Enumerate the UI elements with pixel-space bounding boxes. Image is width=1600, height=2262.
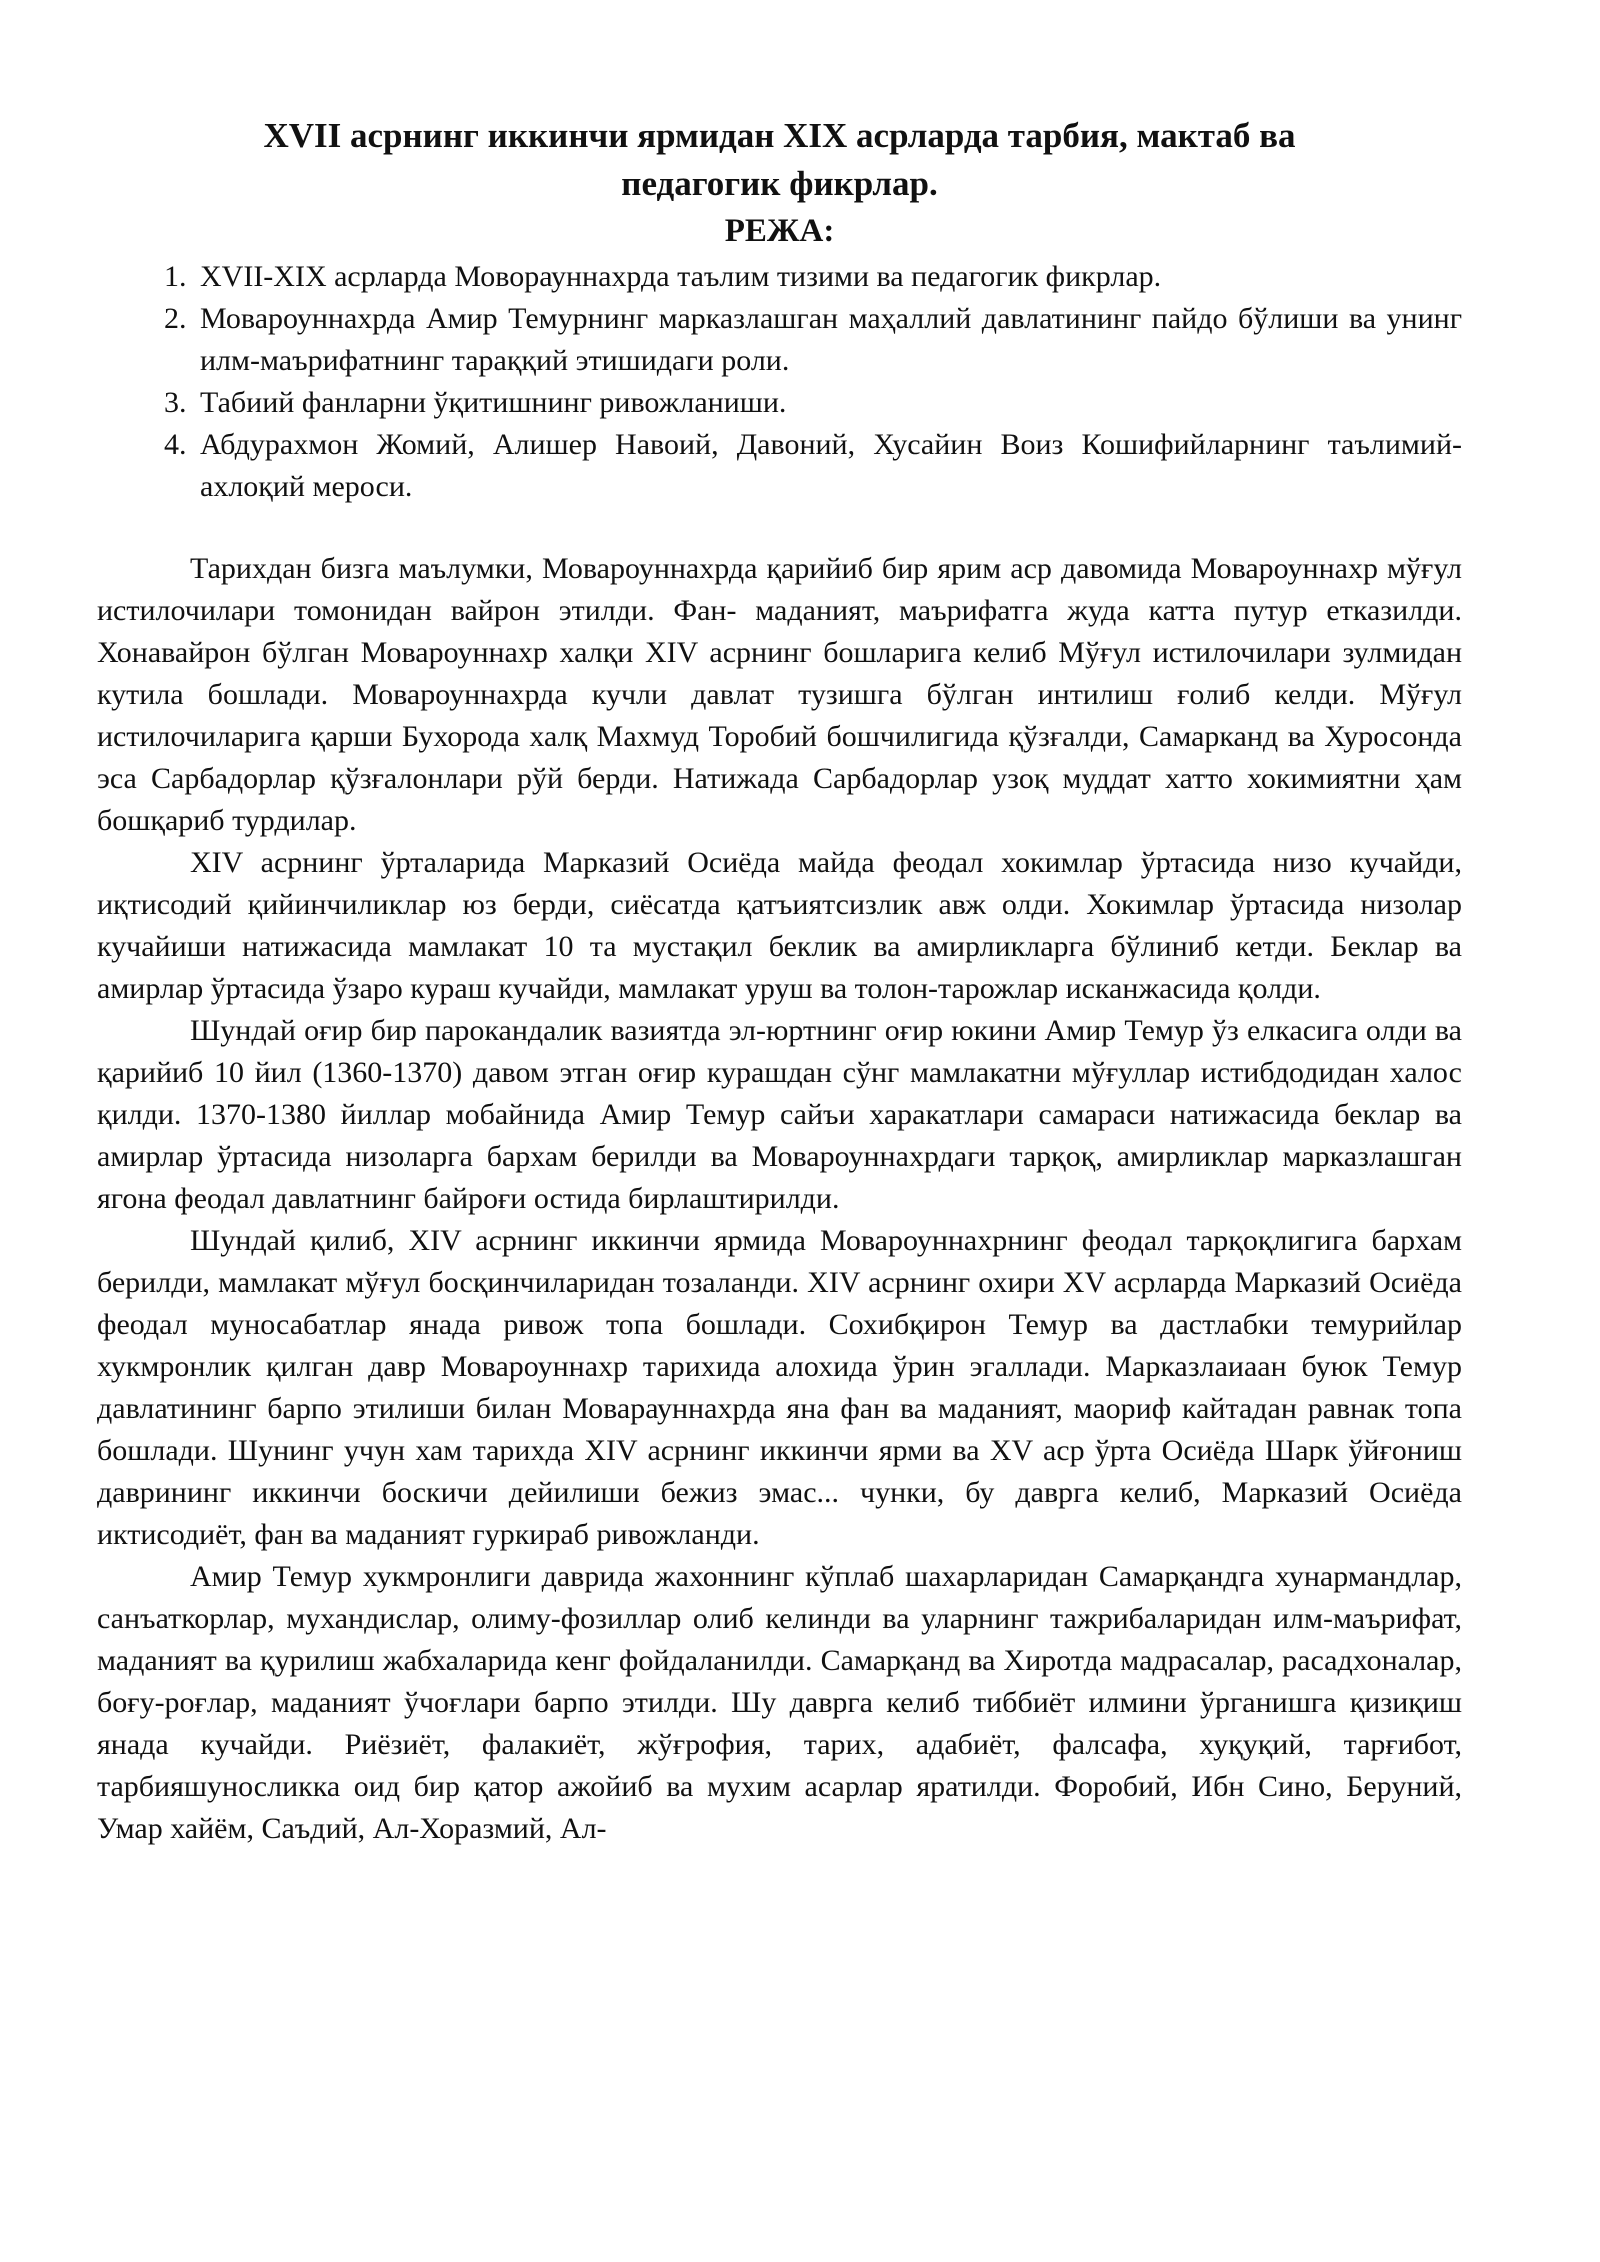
paragraph: Тарихдан бизга маълумки, Мовароуннахрда қарийиб бир ярим аср давомида Мовароуннахр мўғул истилочилари томонидан вайрон этилди. Фан- маданият, маърифатга жуда катта путур етказилди. Хонавайрон бўлган Мовароуннахр халқи XIV асрнинг бошларига келиб Мўғул истилочилари зулмидан кутила бошлади. Мовароуннахрда кучли давлат тузишга бўлган интилиш ғолиб келди. Мўғул истилочиларига қарши Бухорода халқ Махмуд Торобий бошчилигида қўзғалди, Самарканд ва Хуросонда эса Сарбадорлар қўзғалонлари рўй берди. Натижада Сарбадорлар узоқ муддат хатто хокимиятни ҳам бошқариб турдилар.	[97, 552, 1462, 837]
paragraph: Амир Темур хукмронлиги даврида жахоннинг кўплаб шахарларидан Самарқандга хунармандлар, санъаткорлар, мухандислар, олиму-фозиллар олиб келинди ва уларнинг тажрибаларидан илм-маърифат, маданият ва қурилиш жабхаларида кенг фойдаланилди. Самарқанд ва Хиротда мадрасалар, расадхоналар, боғу-роғлар, маданият ўчоғлари барпо этилди. Шу даврга келиб тиббиёт илмини ўрганишга қизиқиш янада кучайди. Риёзиёт, фалакиёт, жўғрофия, тарих, адабиёт, фалсафа, хуқуқий, тарғибот, тарбияшуносликка оид бир қатор ажойиб ва мухим асарлар яратилди. Форобий, Ибн Сино, Беруний, Умар хайём, Саъдий, Ал-Хоразмий, Ал-	[97, 1560, 1462, 1845]
title-line: XVII асрнинг иккинчи ярмидан XIX асрларда тарбия, мактаб ва	[263, 116, 1296, 155]
body-text	[97, 548, 1462, 1850]
plan-item: 1. XVII-XIX асрларда Моворауннахрда таълим тизими ва педагогик фикрлар.	[194, 256, 1462, 298]
paragraph: Шундай оғир бир парокандалик вазиятда эл-юртнинг оғир юкини Амир Темур ўз елкасига олди ва қарийиб 10 йил (1360-1370) давом этган оғир курашдан сўнг мамлакатни мўғуллар истибдодидан халос қилди. 1370-1380 йиллар мобайнида Амир Темур сайъи харакатлари самараси натижасида беклар ва амирлар ўртасида низоларга бархам берилди ва Мовароуннахрдаги тарқоқ, амирликлар марказлашган ягона феодал давлатнинг байроғи остида бирлаштирилди.	[97, 1014, 1462, 1215]
document-title	[97, 112, 1462, 208]
plan-item: 2. Мовароуннахрда Амир Темурнинг марказлашган маҳаллий давлатининг пайдо бўлиши ва унинг илм-маърифатнинг тараққий этишидаги роли.	[194, 298, 1462, 382]
plan-list	[97, 256, 1462, 508]
paragraph: Шундай қилиб, XIV асрнинг иккинчи ярмида Мовароуннахрнинг феодал тарқоқлигига бархам берилди, мамлакат мўғул босқинчиларидан тозаланди. XIV асрнинг охири XV асрларда Марказий Осиёда феодал муносабатлар янада ривож топа бошлади. Сохибқирон Темур ва дастлабки темурийлар хукмронлик қилган давр Мовароуннахр тарихида алохида ўрин эгаллади. Марказлаиаан буюк Темур давлатининг барпо этилиши билан Моварауннахрда яна фан ва маданият, маориф кайтадан равнак топа бошлади. Шунинг учун хам тарихда XIV асрнинг иккинчи ярми ва XV аср ўрта Осиёда Шарк ўйғониш даврининг иккинчи боскичи дейилиши бежиз эмас... чунки, бу даврга келиб, Марказий Осиёда иктисодиёт, фан ва маданият гуркираб ривожланди.	[97, 1224, 1462, 1551]
paragraph: XIV асрнинг ўрталарида Марказий Осиёда майда феодал хокимлар ўртасида низо кучайди, иқтисодий қийинчиликлар юз берди, сиёсатда қатъиятсизлик авж олди. Хокимлар ўртасида низолар кучайиши натижасида мамлакат 10 та мустақил беклик ва амирликларга бўлиниб кетди. Беклар ва амирлар ўртасида ўзаро кураш кучайди, мамлакат уруш ва толон-тарожлар исканжасида қолди.	[97, 846, 1462, 1005]
plan-heading: РЕЖА:	[724, 213, 835, 249]
plan-item: 3. Табиий фанларни ўқитишнинг ривожланиши.	[194, 382, 1462, 424]
document-content	[97, 112, 1462, 1850]
title-line: педагогик фикрлар.	[621, 164, 938, 203]
plan-item: 4. Абдурахмон Жомий, Алишер Навоий, Давоний, Хусайин Воиз Кошифийларнинг таълимий-ахлоқий мероси.	[194, 424, 1462, 508]
